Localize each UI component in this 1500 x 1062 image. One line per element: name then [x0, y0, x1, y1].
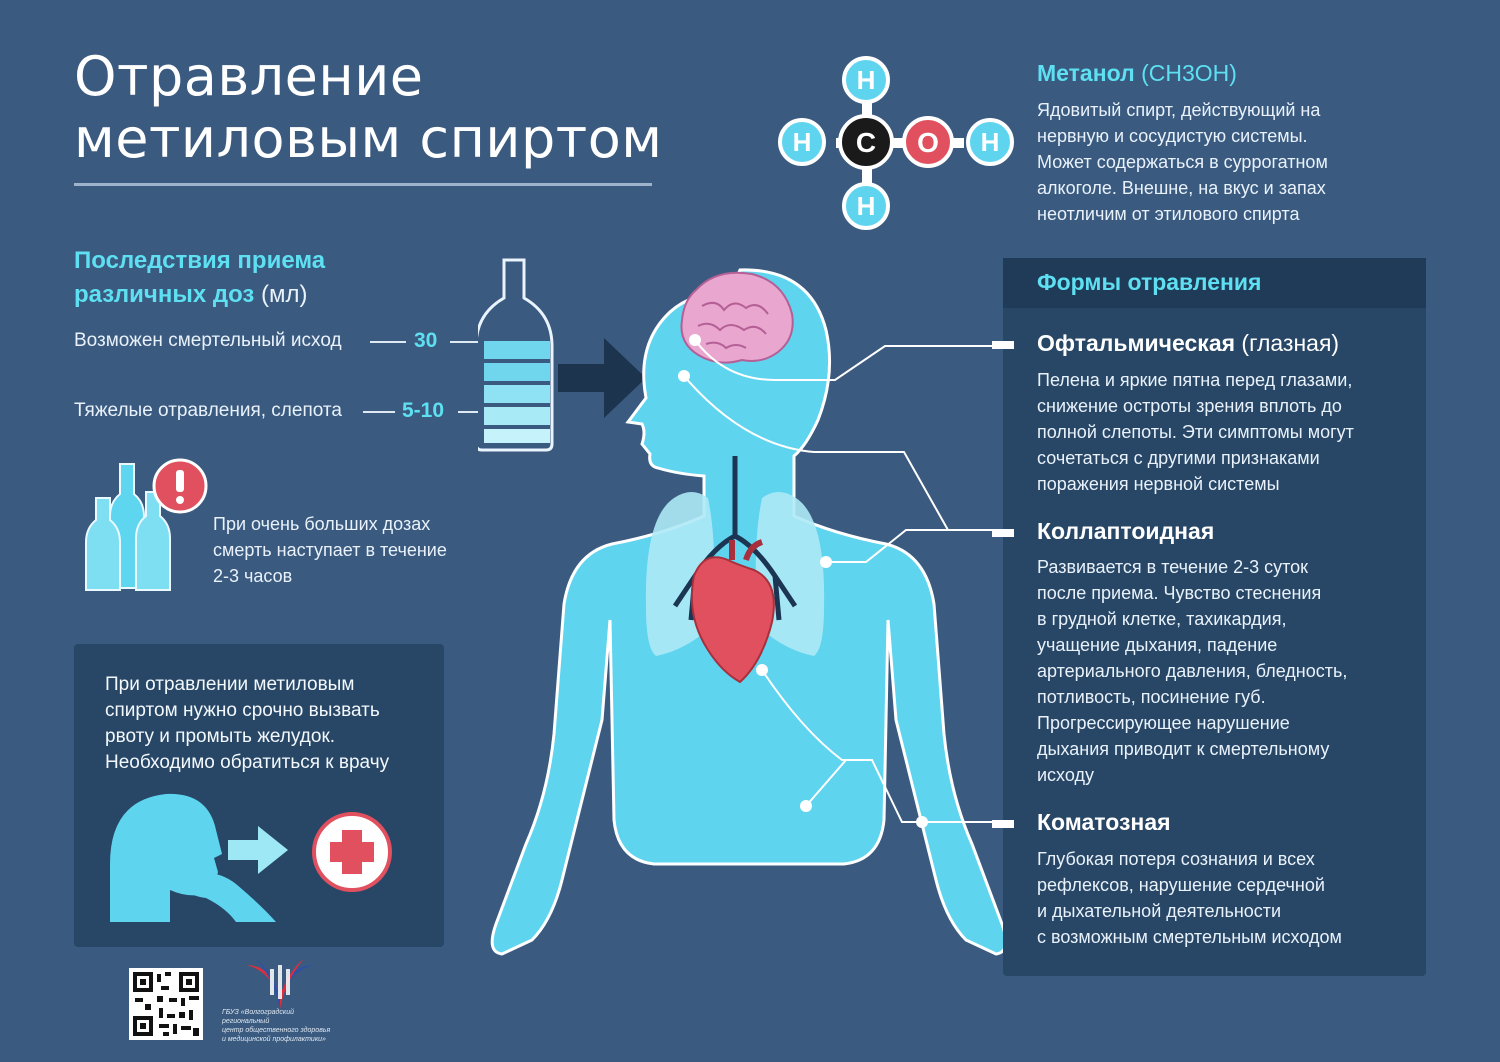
person-head-icon — [110, 794, 222, 922]
dose-leader-line — [370, 341, 406, 343]
warning-line: При очень больших дозах — [213, 514, 431, 534]
form-text-ophthalmic — [1037, 367, 1407, 497]
form-text-line: Глубокая потеря сознания и всех — [1037, 849, 1315, 869]
methanol-line: алкоголе. Внешне, на вкус и запах — [1037, 178, 1326, 198]
form-text-line: снижение остроты зрения вплоть до — [1037, 396, 1342, 416]
form-text-line: артериального давления, бледность, — [1037, 661, 1348, 681]
atom-label: H — [856, 65, 876, 95]
form-text-line: с возможным смертельным исходом — [1037, 927, 1342, 947]
methanol-description — [1037, 97, 1397, 227]
dose-label: Тяжелые отравления, слепота — [74, 400, 342, 421]
doses-heading-line-2: различных доз — [74, 281, 255, 308]
methanol-line: неотличим от этилового спирта — [1037, 204, 1300, 224]
warning-text — [213, 511, 447, 589]
arrow-right-icon — [228, 826, 288, 874]
dose-label: Возможен смертельный исход — [74, 330, 342, 351]
doses-heading — [74, 244, 325, 312]
title-line-2: метиловым спиртом — [74, 107, 663, 170]
brain-icon — [681, 273, 792, 363]
methanol-molecule — [776, 56, 1020, 232]
org-name — [222, 1008, 342, 1044]
form-title-ophthalmic — [1037, 330, 1339, 357]
first-aid-text — [105, 672, 389, 776]
form-marker — [992, 341, 1014, 349]
first-aid-line: Необходимо обратиться к врачу — [105, 752, 390, 773]
hand-icon — [184, 872, 276, 922]
dose-leader-line — [363, 411, 395, 413]
form-title-text: Офтальмическая — [1037, 330, 1236, 356]
form-title-collaptoid — [1037, 518, 1214, 545]
form-marker — [992, 820, 1014, 828]
form-text-line: полной слепоты. Эти симптомы могут — [1037, 422, 1354, 442]
atom-label: O — [917, 127, 939, 158]
dose-value: 30 — [414, 329, 438, 352]
form-marker — [992, 529, 1014, 537]
warning-line: смерть наступает в течение — [213, 540, 447, 560]
form-text-line: в грудной клетке, тахикардия, — [1037, 609, 1287, 629]
first-aid-line: рвоту и промыть желудок. — [105, 726, 336, 747]
org-name-line: ГБУЗ «Волгоградский региональный — [222, 1009, 294, 1025]
form-title-text: Коматозная — [1037, 809, 1171, 835]
bottles-warning-icon — [76, 458, 212, 596]
form-text-line: поражения нервной системы — [1037, 474, 1280, 494]
doses-heading-line-1: Последствия приема — [74, 247, 326, 274]
form-text-line: исходу — [1037, 765, 1094, 785]
atom-label: C — [855, 127, 877, 158]
form-text-line: сочетаться с другими признаками — [1037, 448, 1320, 468]
human-body-diagram — [470, 260, 1010, 960]
form-text-line: после приема. Чувство стеснения — [1037, 583, 1322, 603]
title-divider — [74, 183, 652, 186]
dose-row-lethal — [74, 330, 342, 352]
methanol-line: Может содержаться в суррогатном — [1037, 152, 1328, 172]
atom-label: H — [856, 191, 876, 221]
form-text-line: учащение дыхания, падение — [1037, 635, 1278, 655]
title-line-1: Отравление — [74, 45, 424, 108]
page-title — [74, 46, 663, 170]
methanol-line: нервную и сосудистую системы. — [1037, 126, 1308, 146]
form-text-line: Прогрессирующее нарушение — [1037, 713, 1290, 733]
methanol-title — [1037, 60, 1237, 87]
methanol-formula: (CH3OH) — [1141, 60, 1237, 86]
first-aid-line: спиртом нужно срочно вызвать — [105, 700, 380, 721]
dose-row-severe — [74, 400, 342, 422]
form-text-line: и дыхательной деятельности — [1037, 901, 1282, 921]
atom-label: H — [980, 127, 1000, 157]
poisoning-forms-heading: Формы отравления — [1037, 269, 1262, 295]
doses-heading-unit: (мл) — [261, 281, 308, 308]
form-title-text: Коллаптоидная — [1037, 518, 1215, 544]
org-name-line: и медицинской профилактики» — [222, 1036, 326, 1043]
form-text-line: дыхания приводит к смертельному — [1037, 739, 1330, 759]
poisoning-forms-header — [1003, 258, 1426, 308]
qr-code-icon — [129, 968, 203, 1040]
org-name-line: центр общественного здоровья — [222, 1027, 331, 1034]
org-logo-icon — [242, 955, 318, 1009]
first-aid-line: При отравлении метиловым — [105, 674, 355, 695]
form-title-comatose — [1037, 809, 1171, 836]
atom-label: H — [792, 127, 812, 157]
form-text-collaptoid — [1037, 554, 1407, 788]
form-text-line: рефлексов, нарушение сердечной — [1037, 875, 1325, 895]
methanol-name: Метанол — [1037, 60, 1135, 86]
warning-line: 2-3 часов — [213, 566, 293, 586]
vomit-doctor-illustration — [106, 790, 406, 922]
form-text-line: потливость, посинение губ. — [1037, 687, 1266, 707]
form-text-line: Развивается в течение 2-3 суток — [1037, 557, 1309, 577]
form-text-line: Пелена и яркие пятна перед глазами, — [1037, 370, 1353, 390]
methanol-line: Ядовитый спирт, действующий на — [1037, 100, 1321, 120]
dose-value: 5-10 — [402, 399, 445, 422]
form-title-sub: (глазная) — [1241, 330, 1340, 356]
form-text-comatose — [1037, 846, 1407, 950]
